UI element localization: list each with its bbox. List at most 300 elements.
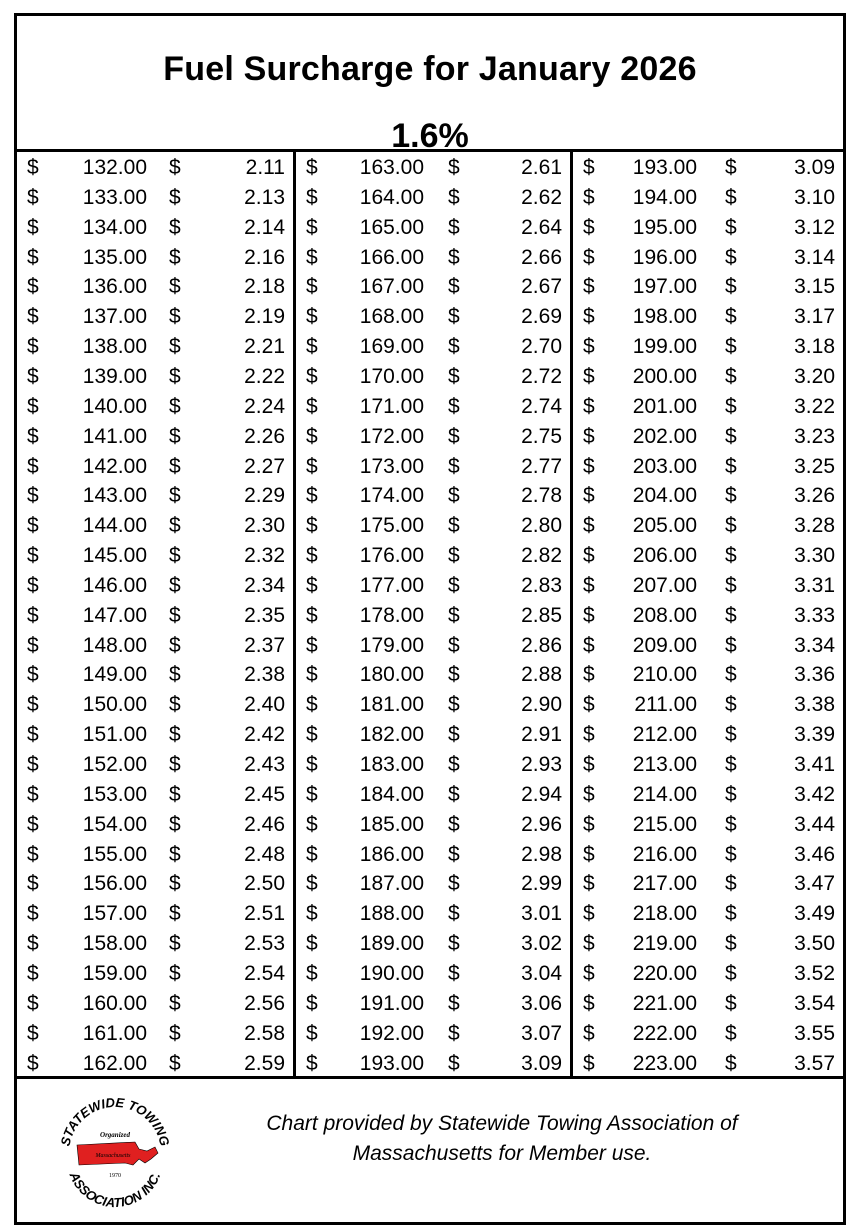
charge-amount: 201.00 xyxy=(632,394,697,418)
charge-amount: 158.00 xyxy=(82,932,147,956)
currency-symbol: $ xyxy=(583,1021,595,1045)
charge-amount: 179.00 xyxy=(359,633,424,657)
currency-symbol: $ xyxy=(306,603,318,627)
table-row xyxy=(296,424,570,454)
currency-symbol: $ xyxy=(725,842,737,866)
currency-symbol: $ xyxy=(448,544,460,568)
charge-amount: 139.00 xyxy=(82,364,147,388)
charge-amount: 156.00 xyxy=(82,872,147,896)
charge-amount: 157.00 xyxy=(82,902,147,926)
currency-symbol: $ xyxy=(725,663,737,687)
currency-symbol: $ xyxy=(725,544,737,568)
table-column-3 xyxy=(573,152,843,1076)
currency-symbol: $ xyxy=(169,961,181,985)
charge-amount: 145.00 xyxy=(82,544,147,568)
currency-symbol: $ xyxy=(27,603,39,627)
currency-symbol: $ xyxy=(169,156,181,179)
charge-amount: 170.00 xyxy=(359,364,424,388)
table-row xyxy=(573,155,843,185)
charge-amount: 193.00 xyxy=(359,1051,424,1075)
currency-symbol: $ xyxy=(583,902,595,926)
charge-amount: 196.00 xyxy=(632,245,697,269)
currency-symbol: $ xyxy=(169,782,181,806)
currency-symbol: $ xyxy=(448,991,460,1015)
currency-symbol: $ xyxy=(169,633,181,657)
surcharge-amount: 3.17 xyxy=(794,305,835,329)
charge-amount: 143.00 xyxy=(82,484,147,508)
currency-symbol: $ xyxy=(27,424,39,448)
table-row xyxy=(573,812,843,842)
charge-amount: 151.00 xyxy=(82,723,147,747)
currency-symbol: $ xyxy=(583,573,595,597)
surcharge-rate: 1.6% xyxy=(391,117,469,155)
charge-amount: 195.00 xyxy=(632,215,697,239)
currency-symbol: $ xyxy=(306,723,318,747)
table-row xyxy=(573,215,843,245)
currency-symbol: $ xyxy=(725,215,737,239)
surcharge-amount: 2.80 xyxy=(521,514,562,538)
table-row xyxy=(17,364,293,394)
charge-amount: 171.00 xyxy=(359,394,424,418)
surcharge-amount: 2.51 xyxy=(244,902,285,926)
surcharge-amount: 3.36 xyxy=(794,663,835,687)
table-row xyxy=(573,364,843,394)
table-row xyxy=(573,185,843,215)
surcharge-amount: 2.34 xyxy=(244,573,285,597)
currency-symbol: $ xyxy=(583,394,595,418)
currency-symbol: $ xyxy=(448,663,460,687)
charge-amount: 203.00 xyxy=(632,454,697,478)
charge-amount: 214.00 xyxy=(632,782,697,806)
surcharge-amount: 2.13 xyxy=(244,185,285,209)
surcharge-amount: 2.46 xyxy=(244,812,285,836)
table-row xyxy=(296,245,570,275)
table-row xyxy=(573,871,843,901)
currency-symbol: $ xyxy=(169,544,181,568)
currency-symbol: $ xyxy=(169,932,181,956)
currency-symbol: $ xyxy=(306,454,318,478)
currency-symbol: $ xyxy=(725,603,737,627)
charge-amount: 190.00 xyxy=(359,961,424,985)
table-row xyxy=(17,812,293,842)
surcharge-amount: 2.21 xyxy=(244,335,285,359)
table-row xyxy=(17,961,293,991)
surcharge-amount: 2.64 xyxy=(521,215,562,239)
surcharge-amount: 3.18 xyxy=(794,335,835,359)
charge-amount: 198.00 xyxy=(632,305,697,329)
currency-symbol: $ xyxy=(169,335,181,359)
surcharge-amount: 3.30 xyxy=(794,544,835,568)
charge-amount: 210.00 xyxy=(632,663,697,687)
currency-symbol: $ xyxy=(725,305,737,329)
charge-amount: 206.00 xyxy=(632,544,697,568)
table-row xyxy=(296,573,570,603)
charge-amount: 194.00 xyxy=(632,185,697,209)
charge-amount: 212.00 xyxy=(632,723,697,747)
charge-amount: 221.00 xyxy=(632,991,697,1015)
currency-symbol: $ xyxy=(583,753,595,776)
table-row xyxy=(296,692,570,722)
currency-symbol: $ xyxy=(583,424,595,448)
currency-symbol: $ xyxy=(306,633,318,657)
charge-amount: 188.00 xyxy=(359,902,424,926)
charge-amount: 216.00 xyxy=(632,842,697,866)
charge-amount: 222.00 xyxy=(632,1021,697,1045)
table-row xyxy=(573,603,843,633)
charge-amount: 213.00 xyxy=(632,753,697,776)
currency-symbol: $ xyxy=(448,1051,460,1075)
currency-symbol: $ xyxy=(169,902,181,926)
currency-symbol: $ xyxy=(306,902,318,926)
surcharge-amount: 3.39 xyxy=(794,723,835,747)
currency-symbol: $ xyxy=(169,663,181,687)
table-row xyxy=(296,454,570,484)
currency-symbol: $ xyxy=(448,932,460,956)
currency-symbol: $ xyxy=(448,603,460,627)
table-row xyxy=(17,991,293,1021)
currency-symbol: $ xyxy=(27,484,39,508)
table-row xyxy=(17,543,293,573)
surcharge-amount: 2.98 xyxy=(521,842,562,866)
currency-symbol: $ xyxy=(27,932,39,956)
currency-symbol: $ xyxy=(306,1051,318,1075)
surcharge-amount: 3.26 xyxy=(794,484,835,508)
currency-symbol: $ xyxy=(27,902,39,926)
currency-symbol: $ xyxy=(27,275,39,299)
table-row xyxy=(573,424,843,454)
table-row xyxy=(573,901,843,931)
currency-symbol: $ xyxy=(27,544,39,568)
currency-symbol: $ xyxy=(583,633,595,657)
currency-symbol: $ xyxy=(169,1021,181,1045)
surcharge-amount: 2.45 xyxy=(244,782,285,806)
currency-symbol: $ xyxy=(583,514,595,538)
surcharge-amount: 3.55 xyxy=(794,1021,835,1045)
logo-organized-text: Organized xyxy=(100,1131,130,1139)
currency-symbol: $ xyxy=(448,961,460,985)
currency-symbol: $ xyxy=(725,812,737,836)
surcharge-amount: 3.57 xyxy=(794,1051,835,1075)
table-row xyxy=(17,215,293,245)
table-row xyxy=(17,185,293,215)
currency-symbol: $ xyxy=(725,693,737,717)
currency-symbol: $ xyxy=(27,514,39,538)
currency-symbol: $ xyxy=(306,156,318,179)
table-row xyxy=(296,483,570,513)
currency-symbol: $ xyxy=(448,753,460,776)
currency-symbol: $ xyxy=(583,961,595,985)
currency-symbol: $ xyxy=(306,544,318,568)
charge-amount: 197.00 xyxy=(632,275,697,299)
charge-amount: 140.00 xyxy=(82,394,147,418)
charge-amount: 181.00 xyxy=(359,693,424,717)
currency-symbol: $ xyxy=(169,573,181,597)
currency-symbol: $ xyxy=(169,245,181,269)
table-row xyxy=(17,573,293,603)
surcharge-amount: 3.02 xyxy=(521,932,562,956)
table-row xyxy=(573,573,843,603)
currency-symbol: $ xyxy=(27,842,39,866)
charge-amount: 132.00 xyxy=(82,156,147,179)
charge-amount: 166.00 xyxy=(359,245,424,269)
table-row xyxy=(17,603,293,633)
currency-symbol: $ xyxy=(448,842,460,866)
currency-symbol: $ xyxy=(725,514,737,538)
charge-amount: 174.00 xyxy=(359,484,424,508)
currency-symbol: $ xyxy=(448,335,460,359)
charge-amount: 218.00 xyxy=(632,902,697,926)
currency-symbol: $ xyxy=(306,753,318,776)
table-row xyxy=(296,304,570,334)
table-row xyxy=(296,185,570,215)
table-row xyxy=(296,394,570,424)
currency-symbol: $ xyxy=(725,364,737,388)
surcharge-amount: 3.42 xyxy=(794,782,835,806)
currency-symbol: $ xyxy=(448,633,460,657)
surcharge-amount: 2.16 xyxy=(244,245,285,269)
table-row xyxy=(573,304,843,334)
table-row xyxy=(573,513,843,543)
charge-amount: 149.00 xyxy=(82,663,147,687)
surcharge-amount: 2.53 xyxy=(244,932,285,956)
currency-symbol: $ xyxy=(725,932,737,956)
currency-symbol: $ xyxy=(306,573,318,597)
currency-symbol: $ xyxy=(448,1021,460,1045)
surcharge-amount: 2.11 xyxy=(245,156,285,179)
surcharge-amount: 3.46 xyxy=(794,842,835,866)
currency-symbol: $ xyxy=(448,245,460,269)
logo-state-text: Massachusetts xyxy=(95,1153,131,1159)
currency-symbol: $ xyxy=(169,275,181,299)
table-row xyxy=(573,334,843,364)
surcharge-amount: 2.27 xyxy=(244,454,285,478)
charge-amount: 209.00 xyxy=(632,633,697,657)
chart-header xyxy=(17,16,843,155)
table-row xyxy=(17,752,293,782)
surcharge-amount: 2.35 xyxy=(244,603,285,627)
table-row xyxy=(17,394,293,424)
currency-symbol: $ xyxy=(583,305,595,329)
surcharge-amount: 3.28 xyxy=(794,514,835,538)
currency-symbol: $ xyxy=(448,156,460,179)
surcharge-amount: 2.32 xyxy=(244,544,285,568)
currency-symbol: $ xyxy=(725,902,737,926)
charge-amount: 223.00 xyxy=(632,1051,697,1075)
currency-symbol: $ xyxy=(583,156,595,179)
currency-symbol: $ xyxy=(448,215,460,239)
table-row xyxy=(296,842,570,872)
charge-amount: 191.00 xyxy=(359,991,424,1015)
surcharge-amount: 2.77 xyxy=(521,454,562,478)
charge-amount: 133.00 xyxy=(82,185,147,209)
currency-symbol: $ xyxy=(725,961,737,985)
currency-symbol: $ xyxy=(169,424,181,448)
currency-symbol: $ xyxy=(448,723,460,747)
charge-amount: 148.00 xyxy=(82,633,147,657)
surcharge-amount: 2.91 xyxy=(521,723,562,747)
charge-amount: 134.00 xyxy=(82,215,147,239)
table-row xyxy=(573,991,843,1021)
currency-symbol: $ xyxy=(169,454,181,478)
table-row xyxy=(17,274,293,304)
charge-amount: 164.00 xyxy=(359,185,424,209)
currency-symbol: $ xyxy=(306,961,318,985)
currency-symbol: $ xyxy=(27,663,39,687)
surcharge-amount: 3.38 xyxy=(794,693,835,717)
charge-amount: 142.00 xyxy=(82,454,147,478)
currency-symbol: $ xyxy=(306,215,318,239)
currency-symbol: $ xyxy=(306,1021,318,1045)
currency-symbol: $ xyxy=(583,842,595,866)
table-row xyxy=(573,274,843,304)
currency-symbol: $ xyxy=(448,693,460,717)
currency-symbol: $ xyxy=(448,872,460,896)
table-row xyxy=(17,633,293,663)
currency-symbol: $ xyxy=(169,185,181,209)
charge-amount: 137.00 xyxy=(82,305,147,329)
table-row xyxy=(17,334,293,364)
surcharge-amount: 3.22 xyxy=(794,394,835,418)
currency-symbol: $ xyxy=(27,185,39,209)
charge-amount: 208.00 xyxy=(632,603,697,627)
table-row xyxy=(296,543,570,573)
charge-amount: 200.00 xyxy=(632,364,697,388)
surcharge-amount: 3.31 xyxy=(794,573,835,597)
currency-symbol: $ xyxy=(169,364,181,388)
table-row xyxy=(573,633,843,663)
currency-symbol: $ xyxy=(448,484,460,508)
surcharge-amount: 2.37 xyxy=(244,633,285,657)
currency-symbol: $ xyxy=(448,185,460,209)
surcharge-amount: 3.23 xyxy=(794,424,835,448)
currency-symbol: $ xyxy=(306,872,318,896)
currency-symbol: $ xyxy=(583,872,595,896)
currency-symbol: $ xyxy=(583,185,595,209)
logo-bottom-text: ASSOCIATION INC. xyxy=(66,1169,164,1211)
currency-symbol: $ xyxy=(169,305,181,329)
currency-symbol: $ xyxy=(169,1051,181,1075)
currency-symbol: $ xyxy=(27,156,39,179)
currency-symbol: $ xyxy=(306,991,318,1015)
surcharge-amount: 3.10 xyxy=(794,185,835,209)
surcharge-amount: 2.18 xyxy=(244,275,285,299)
table-row xyxy=(573,692,843,722)
currency-symbol: $ xyxy=(725,991,737,1015)
surcharge-amount: 3.44 xyxy=(794,812,835,836)
table-row xyxy=(573,483,843,513)
currency-symbol: $ xyxy=(448,364,460,388)
currency-symbol: $ xyxy=(306,812,318,836)
surcharge-amount: 2.42 xyxy=(244,723,285,747)
charge-amount: 189.00 xyxy=(359,932,424,956)
footer-line-1: Chart provided by Statewide Towing Association of xyxy=(266,1112,738,1135)
currency-symbol: $ xyxy=(169,812,181,836)
currency-symbol: $ xyxy=(448,275,460,299)
table-row xyxy=(296,1021,570,1051)
charge-amount: 152.00 xyxy=(82,753,147,776)
surcharge-amount: 2.59 xyxy=(244,1051,285,1075)
currency-symbol: $ xyxy=(169,991,181,1015)
charge-amount: 205.00 xyxy=(632,514,697,538)
surcharge-amount: 2.50 xyxy=(244,872,285,896)
currency-symbol: $ xyxy=(27,364,39,388)
charge-amount: 199.00 xyxy=(632,335,697,359)
table-row xyxy=(296,215,570,245)
currency-symbol: $ xyxy=(583,245,595,269)
charge-amount: 138.00 xyxy=(82,335,147,359)
surcharge-amount: 2.72 xyxy=(521,364,562,388)
currency-symbol: $ xyxy=(27,723,39,747)
charge-amount: 220.00 xyxy=(632,961,697,985)
currency-symbol: $ xyxy=(583,215,595,239)
charge-amount: 160.00 xyxy=(82,991,147,1015)
currency-symbol: $ xyxy=(583,364,595,388)
currency-symbol: $ xyxy=(725,753,737,776)
charge-amount: 141.00 xyxy=(82,424,147,448)
currency-symbol: $ xyxy=(725,424,737,448)
currency-symbol: $ xyxy=(725,723,737,747)
surcharge-amount: 2.19 xyxy=(244,305,285,329)
charge-amount: 173.00 xyxy=(359,454,424,478)
charge-amount: 167.00 xyxy=(359,275,424,299)
surcharge-amount: 3.09 xyxy=(794,156,835,179)
charge-amount: 176.00 xyxy=(359,544,424,568)
charge-amount: 154.00 xyxy=(82,812,147,836)
currency-symbol: $ xyxy=(583,544,595,568)
surcharge-amount: 2.54 xyxy=(244,961,285,985)
currency-symbol: $ xyxy=(27,812,39,836)
table-row xyxy=(573,782,843,812)
surcharge-amount: 3.01 xyxy=(521,902,562,926)
surcharge-amount: 3.15 xyxy=(794,275,835,299)
charge-amount: 153.00 xyxy=(82,782,147,806)
table-row xyxy=(17,842,293,872)
currency-symbol: $ xyxy=(306,663,318,687)
table-row xyxy=(573,842,843,872)
charge-amount: 135.00 xyxy=(82,245,147,269)
surcharge-amount: 3.34 xyxy=(794,633,835,657)
charge-amount: 177.00 xyxy=(359,573,424,597)
surcharge-amount: 3.07 xyxy=(521,1021,562,1045)
currency-symbol: $ xyxy=(169,603,181,627)
currency-symbol: $ xyxy=(306,305,318,329)
currency-symbol: $ xyxy=(27,215,39,239)
table-row xyxy=(17,871,293,901)
currency-symbol: $ xyxy=(306,245,318,269)
currency-symbol: $ xyxy=(306,514,318,538)
currency-symbol: $ xyxy=(27,782,39,806)
charge-amount: 168.00 xyxy=(359,305,424,329)
charge-amount: 185.00 xyxy=(359,812,424,836)
table-row xyxy=(296,812,570,842)
charge-amount: 192.00 xyxy=(359,1021,424,1045)
currency-symbol: $ xyxy=(725,1021,737,1045)
footer-line-2: Massachusetts for Member use. xyxy=(352,1142,652,1165)
table-row xyxy=(17,662,293,692)
charge-amount: 184.00 xyxy=(359,782,424,806)
surcharge-amount: 2.90 xyxy=(521,693,562,717)
charge-amount: 182.00 xyxy=(359,723,424,747)
table-row xyxy=(573,662,843,692)
surcharge-amount: 2.62 xyxy=(521,185,562,209)
charge-amount: 161.00 xyxy=(82,1021,147,1045)
table-column-1 xyxy=(17,152,293,1076)
table-row xyxy=(573,752,843,782)
table-row xyxy=(17,692,293,722)
charge-amount: 146.00 xyxy=(82,573,147,597)
currency-symbol: $ xyxy=(306,275,318,299)
charge-amount: 162.00 xyxy=(82,1051,147,1075)
